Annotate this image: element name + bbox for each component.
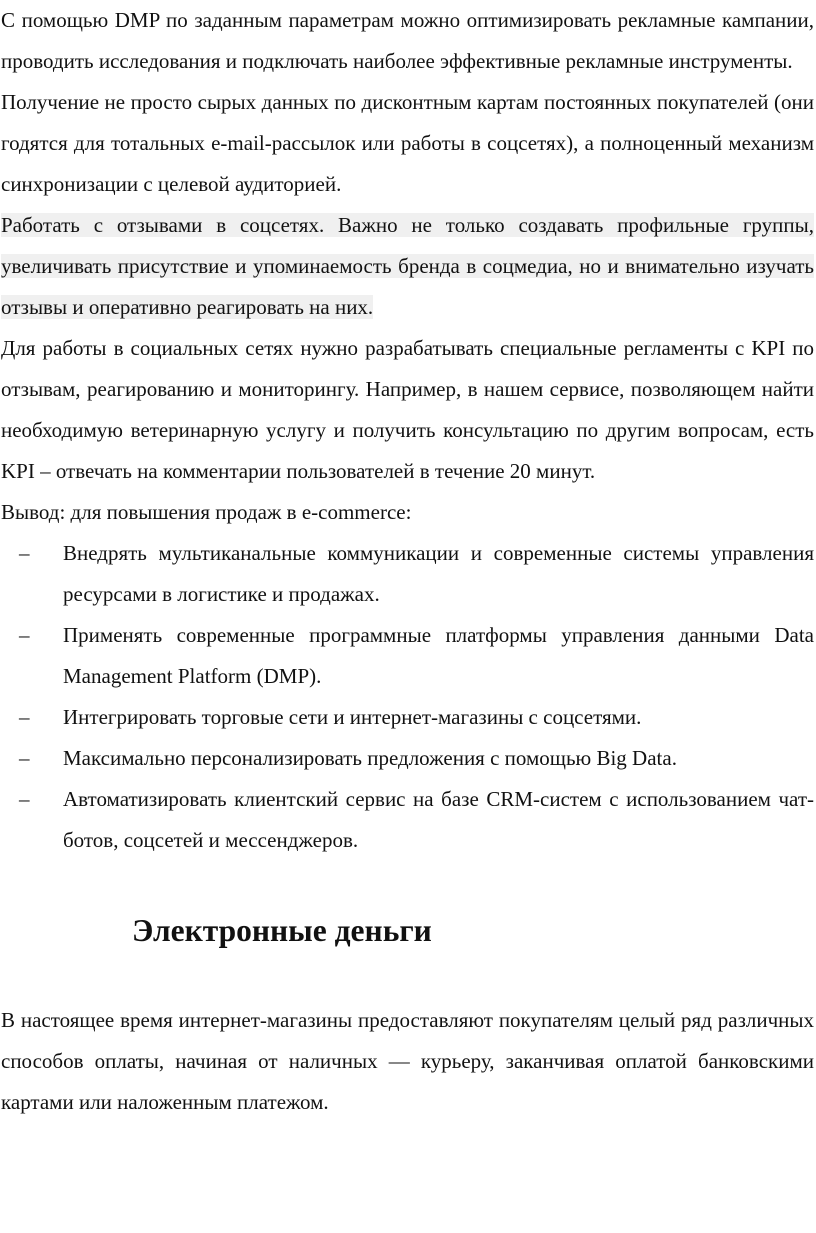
spacer xyxy=(1,951,814,1000)
spacer xyxy=(1,861,814,910)
list-item xyxy=(1,697,814,738)
list-item-text: Интегрировать торговые сети и интернет-магазины с соцсетями. xyxy=(63,705,642,729)
list-item xyxy=(1,738,814,779)
list-item-text: Внедрять мультиканальные коммуникации и современные системы управления ресурсами в логистике и продажах. xyxy=(63,541,814,606)
paragraph-dmp-campaigns: С помощью DMP по заданным параметрам можно оптимизировать рекламные кампании, проводить исследования и подключать наиболее эффективные рекламные инструменты. xyxy=(1,8,814,73)
recommendations-list xyxy=(1,533,814,861)
section-heading: Электронные деньги xyxy=(132,913,432,948)
paragraph-payment-methods: В настоящее время интернет-магазины предоставляют покупателям целый ряд различных способов оплаты, начиная от наличных — курьеру, заканчивая оплатой банковскими картами или наложенным платежом. xyxy=(1,1008,814,1114)
paragraph-conclusion: Вывод: для повышения продаж в e-commerce: xyxy=(1,500,412,524)
list-dash-marker: – xyxy=(19,787,30,811)
paragraph-kpi-regulations: Для работы в социальных сетях нужно разрабатывать специальные регламенты с KPI по отзывам, реагированию и мониторингу. Например, в нашем сервисе, позволяющем найти необходимую ветеринарную услугу и получить консультацию по другим вопросам, есть KPI – отвечать на комментарии пользователей в течение 20 минут. xyxy=(1,336,814,483)
list-item-text: Применять современные программные платформы управления данными Data Management Platform (DMP). xyxy=(63,623,814,688)
list-dash-marker: – xyxy=(19,541,30,565)
list-item-text: Максимально персонализировать предложения с помощью Big Data. xyxy=(63,746,677,770)
highlighted-text: Работать с отзывами в соцсетях. Важно не только создавать профильные группы, увеличивать присутствие и упоминаемость бренда в соцмедиа, но и внимательно изучать отзывы и оперативно реагировать на них. xyxy=(1,213,814,319)
list-dash-marker: – xyxy=(19,705,30,729)
paragraph-discount-cards: Получение не просто сырых данных по дисконтным картам постоянных покупателей (они годятся для тотальных e-mail-рассылок или работы в соцсетях), а полноценный механизм синхронизации с целевой аудиторией. xyxy=(1,90,814,196)
list-item xyxy=(1,533,814,615)
list-item-text: Автоматизировать клиентский сервис на базе CRM-систем с использованием чат-ботов, соцсетей и мессенджеров. xyxy=(63,787,814,852)
list-item xyxy=(1,615,814,697)
list-item xyxy=(1,779,814,861)
paragraph-social-reviews xyxy=(1,205,814,328)
list-dash-marker: – xyxy=(19,746,30,770)
list-dash-marker: – xyxy=(19,623,30,647)
